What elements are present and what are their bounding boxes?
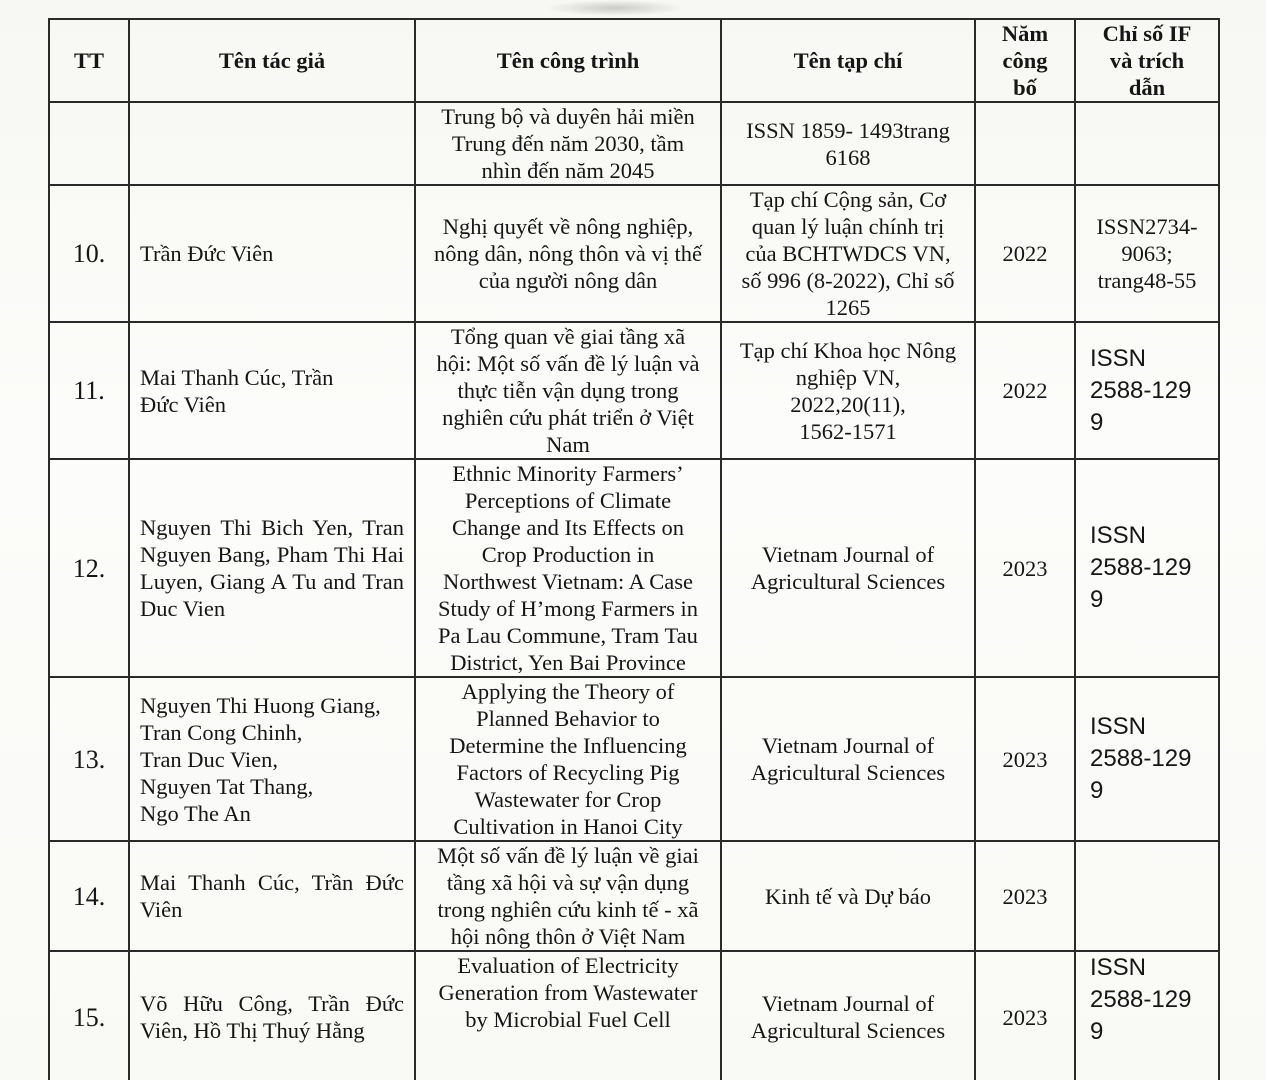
table-row [49, 841, 1219, 951]
cell-author [129, 102, 415, 185]
cell-year: 2023 [975, 841, 1075, 951]
cell-if-index [1075, 102, 1219, 185]
table-row [49, 677, 1219, 841]
cell-year: 2023 [975, 951, 1075, 1080]
cell-work: Ethnic Minority Farmers’ Perceptions of Climate Change and Its Effects on Crop Production in Northwest Vietnam: A Case Study of H’mong Farmers in Pa Lau Commune, Tram Tau District, Yen Bai Province [415, 459, 721, 677]
cell-year [975, 102, 1075, 185]
cell-tt: 15. [49, 951, 129, 1080]
cell-journal: Vietnam Journal of Agricultural Sciences [721, 951, 975, 1080]
cell-year: 2023 [975, 459, 1075, 677]
cell-tt: 13. [49, 677, 129, 841]
header-author: Tên tác giả [129, 19, 415, 102]
cell-author: Trần Đức Viên [129, 185, 415, 322]
cell-if-index: ISSN2734- 9063; trang48-55 [1075, 185, 1219, 322]
cell-journal: Vietnam Journal of Agricultural Sciences [721, 677, 975, 841]
cell-journal: Tạp chí Khoa học Nông nghiệp VN, 2022,20(11), 1562-1571 [721, 322, 975, 459]
cell-tt: 10. [49, 185, 129, 322]
cell-author: Nguyen Thi Bich Yen, Tran Nguyen Bang, Pham Thi Hai Luyen, Giang A Tu and Tran Duc Vien [129, 459, 415, 677]
header-year: Năm công bố [975, 19, 1075, 102]
table-row [49, 185, 1219, 322]
cell-work: Evaluation of Electricity Generation from Wastewater by Microbial Fuel Cell [415, 951, 721, 1080]
table-header-row [49, 19, 1219, 102]
publications-table [48, 18, 1220, 1080]
cell-work: Một số vấn đề lý luận về giai tầng xã hội và sự vận dụng trong nghiên cứu kinh tế - xã hội nông thôn ở Việt Nam [415, 841, 721, 951]
cell-if-index: ISSN 2588-129 9 [1075, 459, 1219, 677]
cell-work: Applying the Theory of Planned Behavior to Determine the Influencing Factors of Recycling Pig Wastewater for Crop Cultivation in Hanoi City [415, 677, 721, 841]
table-row [49, 322, 1219, 459]
cell-if-index: ISSN 2588-129 9 [1075, 322, 1219, 459]
cell-tt: 12. [49, 459, 129, 677]
scan-smudge [545, 0, 685, 16]
cell-journal: Tạp chí Cộng sản, Cơ quan lý luận chính trị của BCHTWDCS VN, số 996 (8-2022), Chỉ số 1265 [721, 185, 975, 322]
cell-year: 2022 [975, 322, 1075, 459]
cell-author: Nguyen Thi Huong Giang, Tran Cong Chinh, Tran Duc Vien, Nguyen Tat Thang, Ngo The An [129, 677, 415, 841]
cell-journal: Kinh tế và Dự báo [721, 841, 975, 951]
cell-if-index [1075, 841, 1219, 951]
cell-author: Mai Thanh Cúc, Trần Đức Viên [129, 322, 415, 459]
header-if-index: Chỉ số IF và trích dẫn [1075, 19, 1219, 102]
cell-work: Trung bộ và duyên hải miền Trung đến năm 2030, tầm nhìn đến năm 2045 [415, 102, 721, 185]
cell-tt: 11. [49, 322, 129, 459]
header-work: Tên công trình [415, 19, 721, 102]
cell-work: Nghị quyết về nông nghiệp, nông dân, nông thôn và vị thế của người nông dân [415, 185, 721, 322]
header-tt: TT [49, 19, 129, 102]
header-journal: Tên tạp chí [721, 19, 975, 102]
cell-if-index: ISSN 2588-129 9 [1075, 951, 1219, 1080]
cell-tt: 14. [49, 841, 129, 951]
cell-if-index: ISSN 2588-129 9 [1075, 677, 1219, 841]
cell-journal: ISSN 1859- 1493trang 6168 [721, 102, 975, 185]
cell-journal: Vietnam Journal of Agricultural Sciences [721, 459, 975, 677]
cell-author: Mai Thanh Cúc, Trần Đức Viên [129, 841, 415, 951]
cell-year: 2023 [975, 677, 1075, 841]
cell-tt [49, 102, 129, 185]
table-row [49, 102, 1219, 185]
table-row [49, 951, 1219, 1080]
cell-author: Võ Hữu Công, Trần Đức Viên, Hồ Thị Thuý Hằng [129, 951, 415, 1080]
cell-year: 2022 [975, 185, 1075, 322]
table-row [49, 459, 1219, 677]
cell-work: Tổng quan về giai tầng xã hội: Một số vấn đề lý luận và thực tiễn vận dụng trong nghiên cứu phát triển ở Việt Nam [415, 322, 721, 459]
